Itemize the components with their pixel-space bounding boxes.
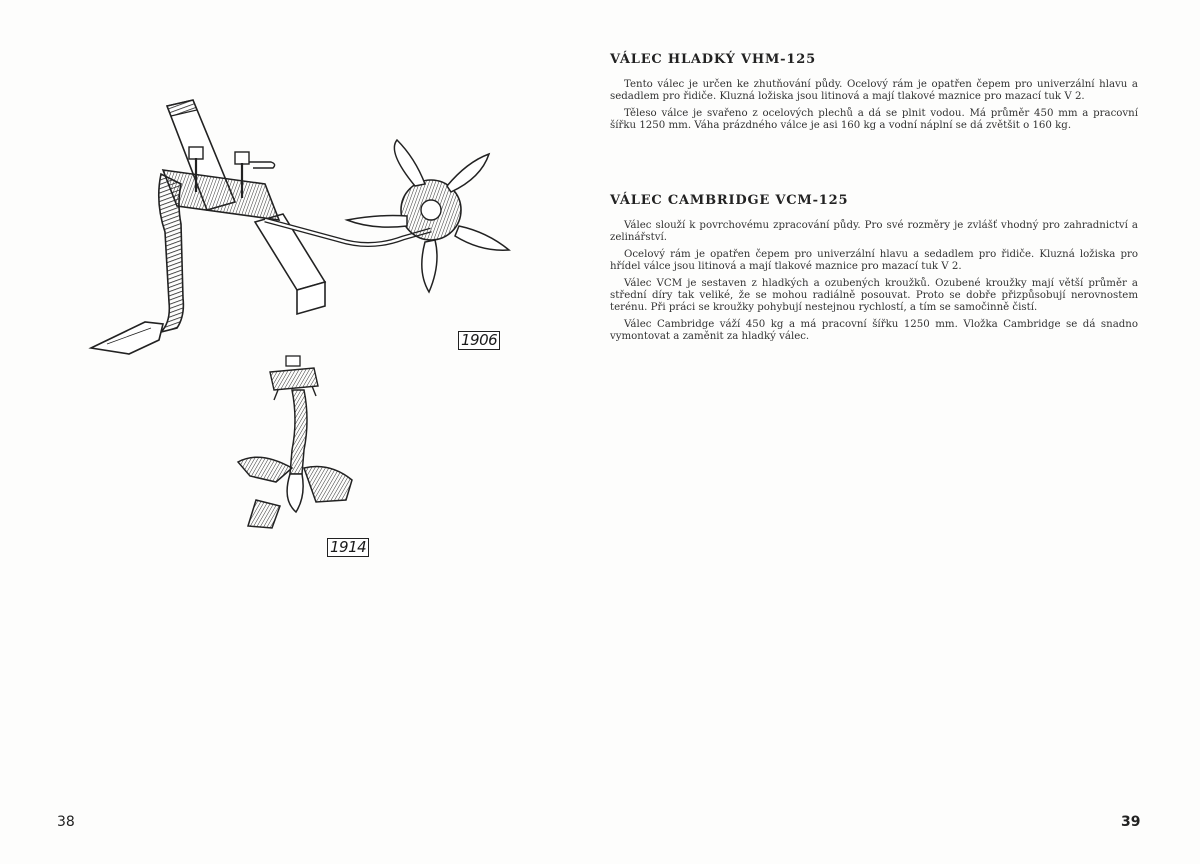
figure-number-1914: 1914 (327, 538, 369, 557)
page-number: 39 (1121, 814, 1141, 830)
section-valec-cambridge (610, 193, 1138, 348)
cultivator-frame-with-tines-illustration (85, 92, 515, 362)
cultivator-tine-with-clamp-illustration (220, 350, 370, 555)
section-heading: VÁLEC HLADKÝ VHM-125 (610, 52, 816, 67)
page-number: 38 (57, 814, 75, 830)
paragraph: Ocelový rám je opatřen čepem pro univerzální hlavu a sedadlem pro řidiče. Kluzná ložiska pro hřídel válce jsou litinová a mají tlakové maznice pro mazací tuk V 2. (610, 248, 1138, 273)
paragraph: Válec VCM je sestaven z hladkých a ozubených kroužků. Ozubené kroužky mají větší průměr a střední díry tak veliké, že se mohou radiálně posouvat. Proto se dobře přizpůsobují nerovnostem terénu. Při práci se kroužky pohybují nestejnou rychlostí, a tím se samočinně čistí. (610, 277, 1138, 314)
paragraph: Válec Cambridge váží 450 kg a má pracovní šířku 1250 mm. Vložka Cambridge se dá snadno vymontovat a zaměnit za hladký válec. (610, 318, 1138, 343)
paragraph: Těleso válce je svařeno z ocelových plechů a dá se plnit vodou. Má průměr 450 mm a pracovní šířku 1250 mm. Váha prázdného válce je asi 160 kg a vodní náplní se dá zvětšit o 160 kg. (610, 107, 1138, 132)
figure-number-1906: 1906 (458, 331, 500, 350)
right-page (600, 0, 1200, 864)
section-valec-hladky (610, 52, 1138, 137)
paragraph: Válec slouží k povrchovému zpracování půdy. Pro své rozměry je zvlášť vhodný pro zahradnictví a zelinářství. (610, 220, 1138, 244)
paragraph: Tento válec je určen ke zhutňování půdy. Ocelový rám je opatřen čepem pro univerzální hlavu a sedadlem pro řidiče. Kluzná ložiska jsou litinová a mají tlakové maznice pro mazací tuk V 2. (610, 79, 1138, 103)
section-heading: VÁLEC CAMBRIDGE VCM-125 (610, 193, 849, 208)
